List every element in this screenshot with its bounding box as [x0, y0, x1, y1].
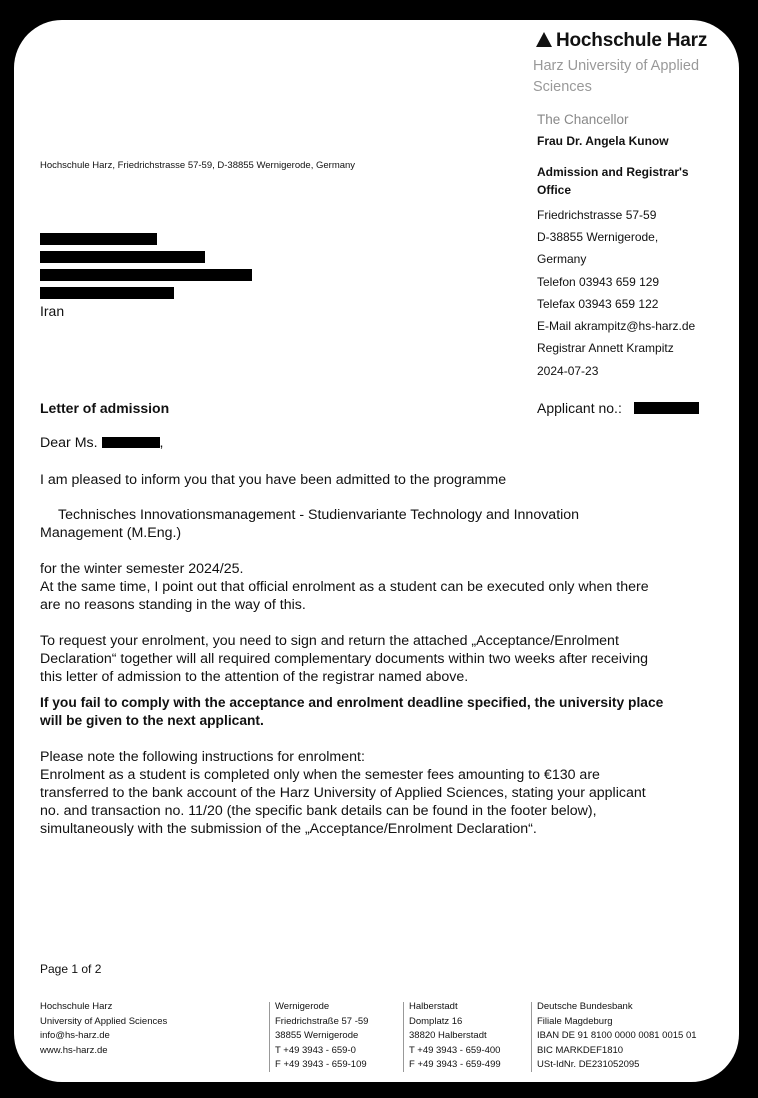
sidebar-city: D-38855 Wernigerode,	[537, 230, 659, 244]
footer-halberstadt-phone: T +49 3943 - 659-400	[409, 1044, 501, 1056]
footer-divider	[531, 1002, 532, 1072]
footer-halberstadt	[409, 1000, 501, 1073]
footer-university-name: Hochschule Harz	[40, 1001, 113, 1012]
instructions-line1: Enrolment as a student is completed only when the semester fees amounting to €130 are	[40, 767, 600, 783]
instructions-heading: Please note the following instructions for enrolment:	[40, 749, 365, 765]
footer-wernigerode-phone: T +49 3943 - 659-0	[275, 1044, 356, 1056]
enrolment-note-line2: are no reasons standing in the way of this.	[40, 597, 306, 613]
request-paragraph	[40, 632, 720, 686]
warning-line2: will be given to the next applicant.	[40, 713, 264, 728]
page-number: Page 1 of 2	[40, 962, 102, 976]
footer-vat-id: USt-IdNr. DE231052095	[537, 1059, 640, 1070]
redacted-applicant-number	[634, 402, 699, 414]
footer-bank-name: Deutsche Bundesbank	[537, 1001, 633, 1012]
instructions-line3: no. and transaction no. 11/20 (the specific bank details can be found in the footer below),	[40, 803, 597, 819]
footer-university-subtitle: University of Applied Sciences	[40, 1015, 168, 1027]
warning-line1: If you fail to comply with the acceptance and enrolment deadline specified, the university place	[40, 695, 664, 710]
footer-wernigerode-title: Wernigerode	[275, 1001, 330, 1012]
redacted-recipient-line2	[40, 251, 205, 263]
redacted-recipient-line4	[40, 287, 174, 299]
footer-divider	[269, 1002, 270, 1072]
sidebar-email: E-Mail akrampitz@hs-harz.de	[537, 319, 696, 333]
chancellor-name: Frau Dr. Angela Kunow	[537, 134, 669, 148]
footer-halberstadt-street: Domplatz 16	[409, 1015, 463, 1027]
footer-wernigerode-fax: F +49 3943 - 659-109	[275, 1059, 367, 1070]
sender-address-line: Hochschule Harz, Friedrichstrasse 57-59, D-38855 Wernigerode, Germany	[40, 160, 356, 171]
logo-subtitle-line1: Harz University of Applied	[533, 58, 700, 74]
redacted-recipient-name	[102, 437, 160, 448]
redacted-recipient-line3	[40, 269, 252, 281]
applicant-label-text: Applicant no.:	[537, 400, 622, 416]
letter-page	[14, 20, 739, 1082]
salutation	[40, 435, 163, 451]
sidebar-street: Friedrichstrasse 57-59	[537, 208, 657, 222]
semester-line: for the winter semester 2024/25.	[40, 561, 244, 577]
office-line1: Admission and Registrar's	[537, 165, 689, 179]
sidebar-phone: Telefon 03943 659 129	[537, 275, 660, 289]
footer-bank	[537, 1000, 697, 1073]
request-line2: Declaration“ together will all required complementary documents within two weeks after receiving	[40, 651, 648, 667]
footer-halberstadt-city: 38820 Halberstadt	[409, 1030, 487, 1041]
programme-name	[40, 506, 720, 542]
footer-bank-branch: Filiale Magdeburg	[537, 1015, 613, 1027]
intro-paragraph: I am pleased to inform you that you have been admitted to the programme	[40, 472, 507, 488]
programme-line1: Technisches Innovationsmanagement - Studienvariante Technology and Innovation	[58, 507, 580, 523]
sidebar-registrar: Registrar Annett Krampitz	[537, 341, 674, 355]
footer-university	[40, 1000, 167, 1058]
logo-name: Hochschule Harz	[556, 30, 708, 51]
footer-wernigerode-street: Friedrichstraße 57 -59	[275, 1015, 369, 1027]
footer-wernigerode-city: 38855 Wernigerode	[275, 1030, 359, 1041]
enrolment-note-line1: At the same time, I point out that official enrolment as a student can be executed only when there	[40, 579, 649, 595]
sidebar-country: Germany	[537, 252, 587, 266]
footer-wernigerode	[275, 1000, 368, 1073]
instructions-line2: transferred to the bank account of the Harz University of Applied Sciences, stating your applicant	[40, 785, 646, 801]
instructions-line4: simultaneously with the submission of the „Acceptance/Enrolment Declaration“.	[40, 821, 537, 837]
request-line3: this letter of admission to the attention of the registrar named above.	[40, 669, 469, 685]
footer-halberstadt-title: Halberstadt	[409, 1001, 458, 1012]
programme-line2: Management (M.Eng.)	[40, 525, 182, 541]
logo-triangle-icon	[536, 32, 552, 47]
footer-email: info@hs-harz.de	[40, 1030, 110, 1041]
letter-date: 2024-07-23	[537, 364, 599, 378]
logo-subtitle-line2: Sciences	[533, 79, 592, 95]
university-logo	[536, 30, 707, 52]
logo-subtitle	[533, 56, 723, 98]
request-line1: To request your enrolment, you need to sign and return the attached „Acceptance/Enrolment	[40, 633, 619, 649]
letter-title: Letter of admission	[40, 400, 170, 416]
semester-paragraph	[40, 560, 720, 614]
office-line2: Office	[537, 183, 572, 197]
salutation-suffix: ,	[159, 435, 164, 451]
salutation-prefix: Dear Ms.	[40, 435, 98, 451]
footer-divider	[403, 1002, 404, 1072]
footer-bic: BIC MARKDEF1810	[537, 1044, 624, 1056]
redacted-recipient-line1	[40, 233, 157, 245]
instructions-paragraph	[40, 748, 720, 838]
chancellor-role: The Chancellor	[537, 112, 629, 127]
recipient-country: Iran	[40, 303, 65, 319]
footer-website: www.hs-harz.de	[40, 1044, 108, 1056]
footer-halberstadt-fax: F +49 3943 - 659-499	[409, 1059, 501, 1070]
footer-iban: IBAN DE 91 8100 0000 0081 0015 01	[537, 1030, 697, 1041]
sidebar-fax: Telefax 03943 659 122	[537, 297, 659, 311]
deadline-warning	[40, 694, 720, 730]
applicant-number-label	[537, 400, 622, 416]
